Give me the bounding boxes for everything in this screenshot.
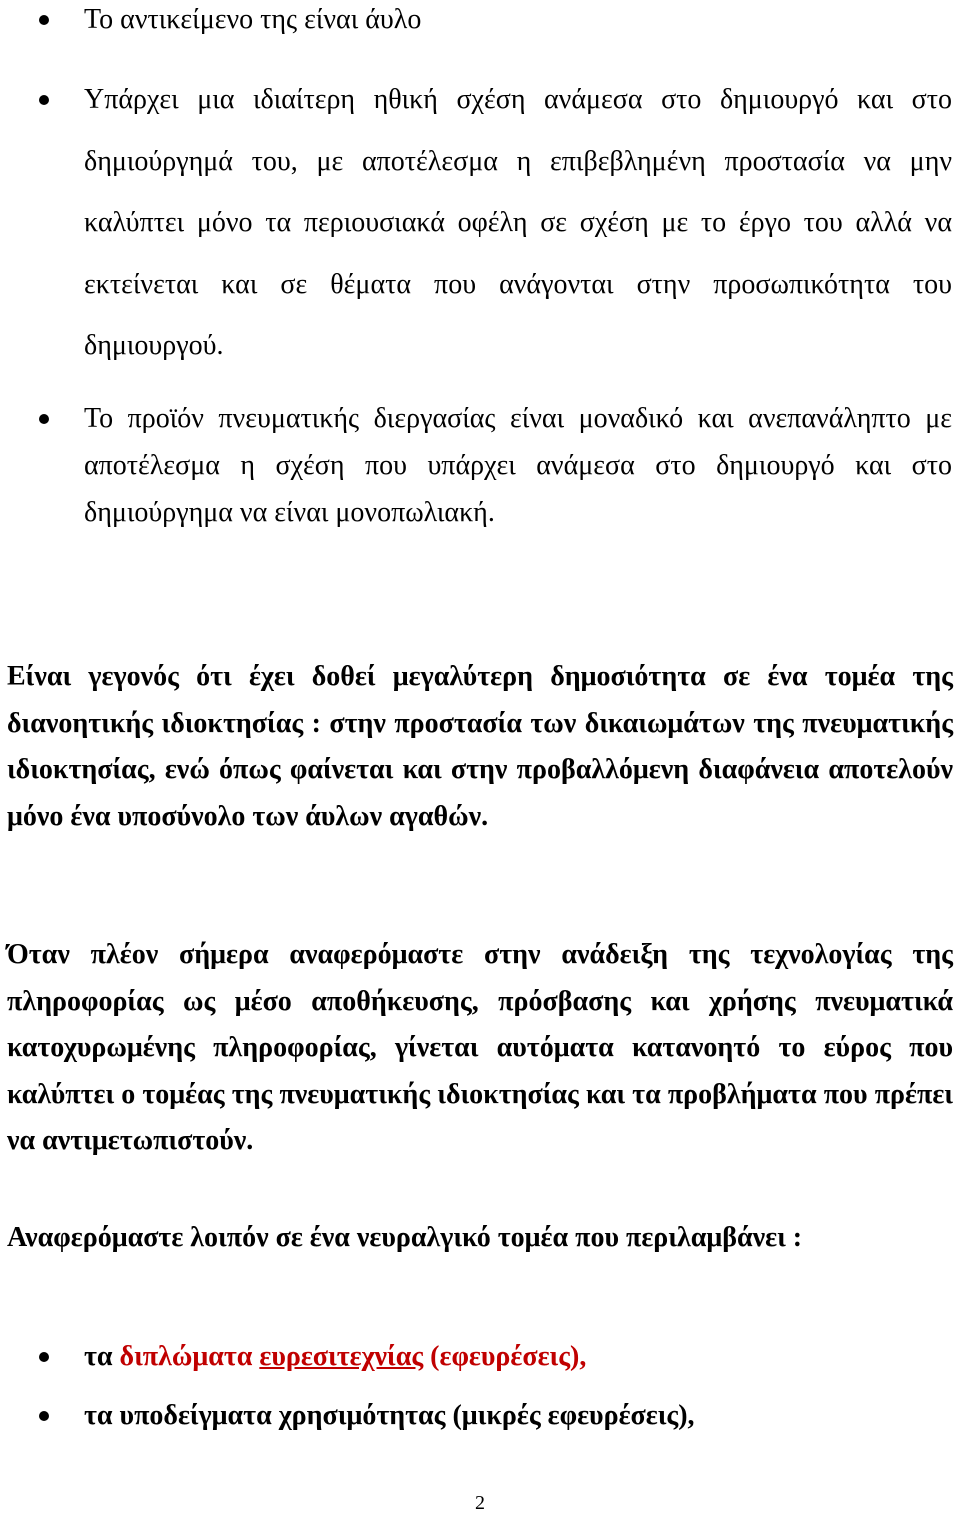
bullet-text: τα υποδείγματα χρησιμότητας (μικρές εφευρέσεις), (84, 1400, 695, 1431)
bullet-text-suffix: (εφευρέσεις), (423, 1341, 587, 1372)
list-item (0, 1394, 960, 1438)
bullet-icon (39, 95, 49, 105)
list-item (0, 395, 960, 536)
bullet-icon (39, 414, 49, 424)
bullet-text-prefix: τα (84, 1341, 120, 1372)
paragraph: Αναφερόμαστε λοιπόν σε ένα νευραλγικό τομέα που περιλαμβάνει : (7, 1222, 803, 1253)
bullet-text: Υπάρχει μια ιδιαίτερη ηθική σχέση ανάμεσα στο δημιουργό και στο δημιούργημά του, με αποτέλεσμα η επιβεβλημένη προστασία να μην καλύπτει μόνο τα περιουσιακά οφέλη σε σχέση με το έργο του αλλά να εκτείνεται και σε θέματα που ανάγονται στην προσωπικότητα του δημιουργού. (84, 84, 952, 361)
bottom-bullet-list (0, 1335, 960, 1438)
list-item (0, 0, 960, 40)
bullet-icon (39, 15, 49, 25)
highlighted-term: διπλώματα (119, 1341, 253, 1372)
bullet-text: Το προϊόν πνευματικής διεργασίας είναι μοναδικό και ανεπανάληπτο με αποτέλεσμα η σχέση που υπάρχει ανάμεσα στο δημιουργό και στο δημιούργημα να είναι μονοπωλιακή. (84, 402, 952, 528)
top-bullet-list (0, 0, 960, 536)
underlined-term: ευρεσιτεχνίας (259, 1341, 424, 1372)
paragraph: Όταν πλέον σήμερα αναφερόμαστε στην ανάδειξη της τεχνολογίας της πληροφορίας ως μέσο αποθήκευσης, πρόσβασης και χρήσης πνευματικά κατοχυρωμένης πληροφορίας, γίνεται αυτόματα κατανοητό το εύρος που καλύπτει ο τομέας της πνευματικής ιδιοκτησίας και τα προβλήματα που πρέπει να αντιμετωπιστούν. (7, 939, 953, 1156)
list-item (0, 69, 960, 377)
bullet-icon (39, 1411, 49, 1421)
bullet-text: Το αντικείμενο της είναι άυλο (84, 4, 422, 35)
paragraph: Είναι γεγονός ότι έχει δοθεί μεγαλύτερη δημοσιότητα σε ένα τομέα της διανοητικής ιδιοκτησίας : στην προστασία των δικαιωμάτων της πνευματικής ιδιοκτησίας, ενώ όπως φαίνεται και στην προβαλλόμενη διαφάνεια αποτελούν μόνο ένα υποσύνολο των άυλων αγαθών. (7, 661, 953, 832)
list-item (0, 1335, 960, 1379)
bullet-icon (39, 1352, 49, 1362)
page-number: 2 (475, 1492, 485, 1514)
